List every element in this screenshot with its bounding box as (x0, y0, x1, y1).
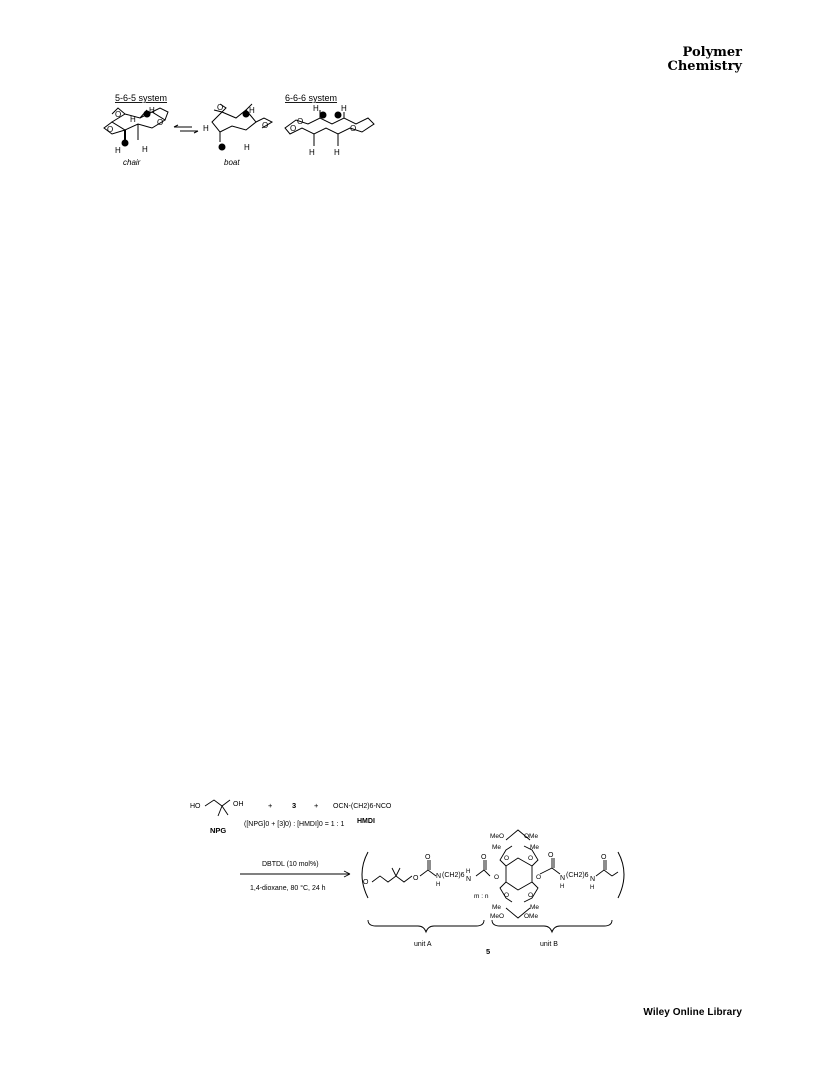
unit-a-n2: N (466, 876, 472, 883)
unit-b-ch2: (CH2)6 (566, 872, 589, 879)
system-565-label: 5-6-5 system (115, 93, 168, 103)
boat-atom-h3: H (244, 143, 250, 152)
unit-a-ch2: (CH2)6 (442, 872, 465, 879)
unit-b-o-top-r: O (528, 855, 534, 862)
tri-atom-h2: H (341, 104, 347, 113)
unit-b-n1: N (560, 875, 566, 882)
unit-b-mn: m : n (474, 893, 489, 900)
conditions-text: 1,4-dioxane, 80 °C, 24 h (250, 885, 326, 892)
boat-label: boat (224, 158, 240, 167)
hmdi-label: HMDI (357, 818, 375, 825)
unit-b-meo-bot: MeO (490, 913, 505, 920)
unit-a-o1: O (363, 879, 369, 886)
chair-structure (104, 108, 168, 147)
polymerization-scheme (190, 800, 624, 956)
plus-2: + (314, 801, 319, 810)
unit-b-me-top-r: Me (530, 844, 540, 851)
unit-a-brace (368, 920, 484, 932)
journal-title-line2: Chemistry (667, 59, 742, 74)
chair-atom-h3: H (115, 146, 121, 155)
right-paren (618, 852, 624, 898)
journal-title-line1: Polymer (682, 45, 742, 60)
feed-ratio: ([NPG]0 + [3]0) : [HMDI]0 = 1 : 1 (244, 821, 345, 828)
tri-atom-o2: O (297, 117, 304, 126)
unit-a-label: unit A (414, 941, 432, 948)
reaction-arrow (240, 871, 350, 877)
unit-b-o-top-l: O (504, 855, 510, 862)
unit-b-me-bot-l: Me (492, 904, 502, 911)
unit-a-o3: O (425, 854, 431, 861)
chair-atom-o3: O (157, 118, 164, 127)
boat-atom-h1: H (203, 124, 209, 133)
unit-a-o2: O (413, 875, 419, 882)
unit-b-o-left: O (494, 874, 500, 881)
hmdi-formula: OCN-(CH2)6-NCO (333, 803, 392, 810)
chair-label: chair (123, 158, 141, 167)
tri-atom-o1: O (290, 124, 297, 133)
unit-b-me-top-l: Me (492, 844, 502, 851)
unit-b-ome-bot: OMe (524, 913, 539, 920)
npg-label: NPG (210, 826, 227, 835)
tri-atom-h4: H (334, 148, 340, 157)
system-666-label: 6-6-6 system (285, 93, 338, 103)
catalyst-text: DBTDL (10 mol%) (262, 861, 319, 868)
npg-ho: HO (190, 803, 201, 810)
unit-a-chain (372, 860, 490, 882)
chair-atom-h1: H (130, 115, 136, 124)
unit-a-h2: H (466, 869, 471, 875)
boat-atom-o1: O (217, 103, 224, 112)
npg-structure (205, 800, 230, 816)
unit-b-h1: H (560, 884, 565, 890)
unit-b-h2: H (590, 885, 595, 891)
unit-b-me-bot-r: Me (530, 904, 540, 911)
unit-b-o-right: O (536, 874, 542, 881)
unit-a-h1: H (436, 882, 441, 888)
product-label: 5 (486, 947, 491, 956)
plus-1: + (268, 801, 273, 810)
unit-a-o4: O (481, 854, 487, 861)
conformation-figure (104, 93, 374, 167)
publisher-footer: Wiley Online Library (643, 1007, 742, 1018)
chair-atom-h4: H (142, 145, 148, 154)
chair-atom-o1: O (115, 110, 122, 119)
equilibrium-arrows (174, 125, 198, 133)
left-paren (362, 852, 368, 898)
tri-atom-h1: H (313, 104, 319, 113)
unit-b-o-carbonyl1: O (548, 852, 554, 859)
boat-atom-o2: O (262, 121, 269, 130)
unit-b-ring (500, 830, 618, 918)
unit-b-ome-top: OMe (524, 833, 539, 840)
unit-b-n2: N (590, 876, 596, 883)
unit-b-o-carbonyl2: O (601, 854, 607, 861)
unit-b-o-bot-r: O (528, 892, 534, 899)
chair-atom-h2: H (149, 106, 155, 115)
tri-atom-o3: O (350, 124, 357, 133)
unit-b-label: unit B (540, 941, 558, 948)
chair-atom-o2: O (107, 125, 114, 134)
reactant-3: 3 (292, 801, 297, 810)
unit-b-brace (492, 920, 612, 932)
npg-oh: OH (233, 801, 244, 808)
unit-a-n1: N (436, 873, 442, 880)
tri-atom-h3: H (309, 148, 315, 157)
boat-atom-h2: H (249, 106, 255, 115)
unit-b-o-bot-l: O (504, 892, 510, 899)
tricyclic-structure (285, 110, 374, 146)
unit-b-meo-top: MeO (490, 833, 505, 840)
